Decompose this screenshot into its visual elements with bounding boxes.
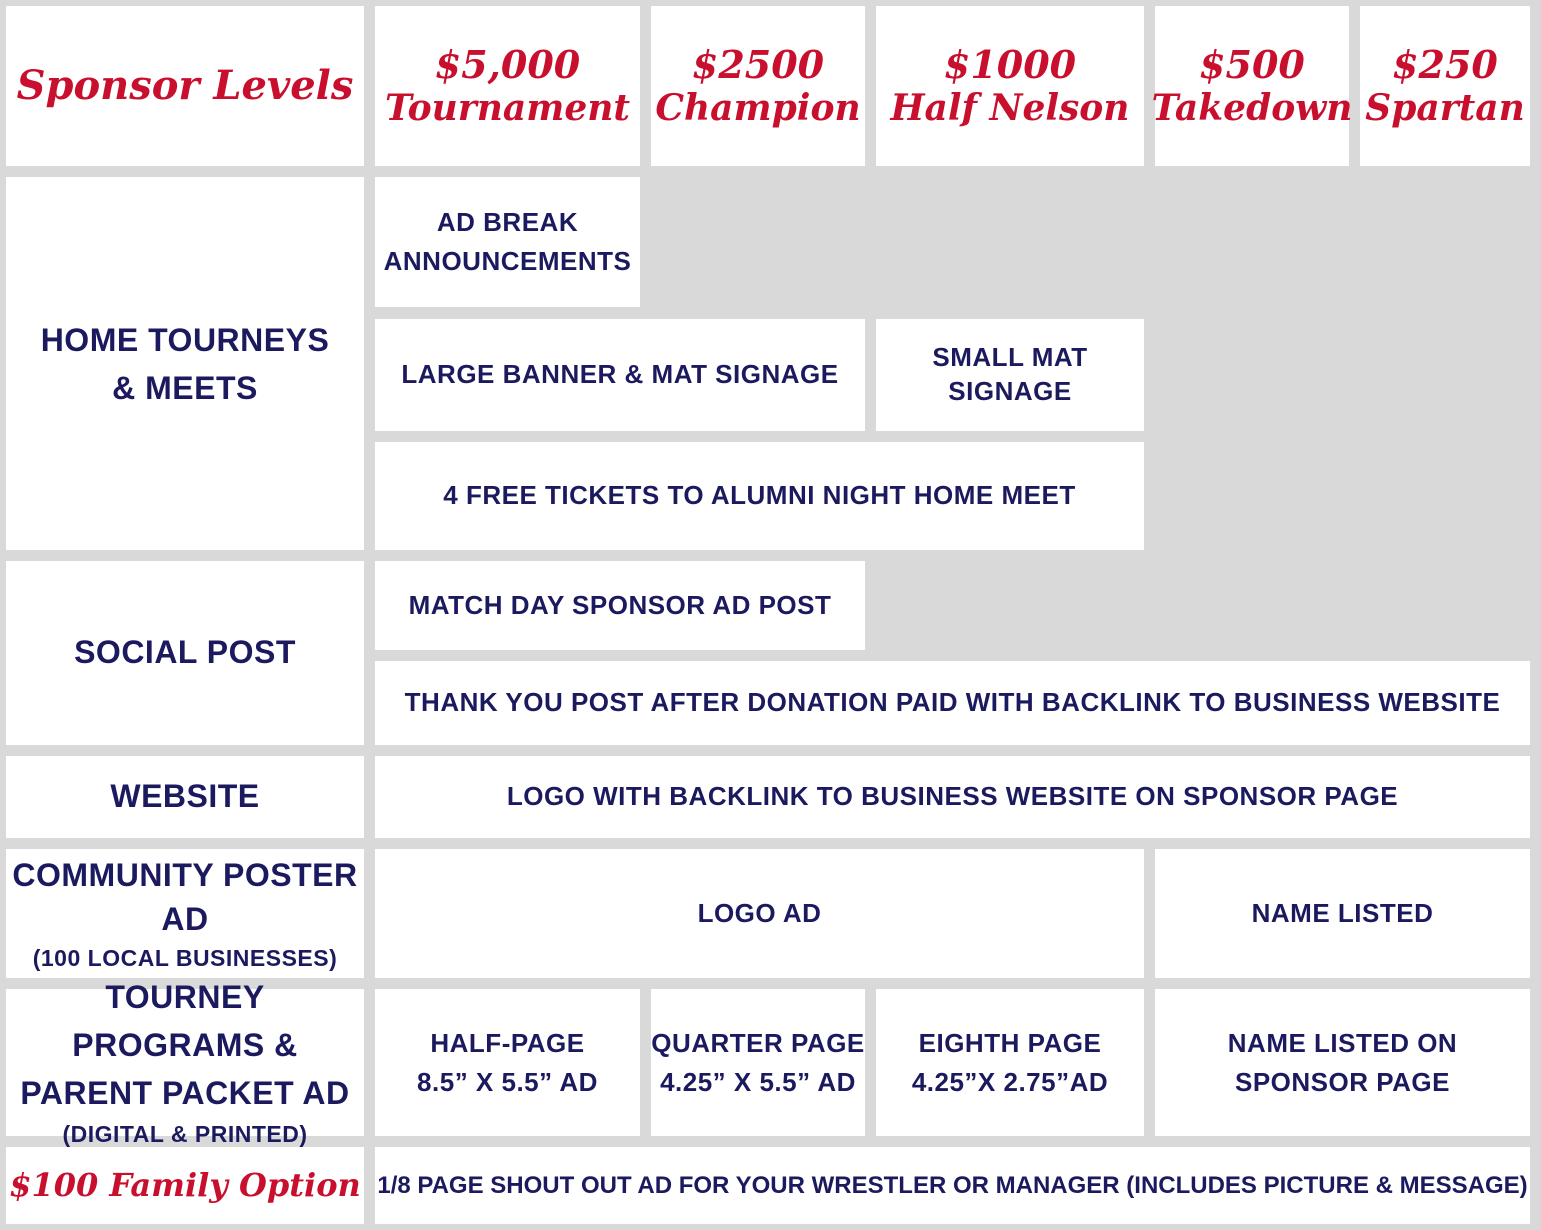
benefit-text: 4.25”X 2.75”AD — [911, 1066, 1109, 1097]
benefit-text: NAME LISTED — [1251, 897, 1434, 928]
level-amount: $5,000 — [434, 41, 581, 87]
family-option-description-cell — [375, 1147, 1530, 1224]
half-page-cell — [375, 989, 640, 1136]
row-label: & MEETS — [112, 369, 258, 406]
level-name: Spartan — [1365, 87, 1525, 130]
logo-backlink-cell — [375, 756, 1530, 838]
page-title: Sponsor Levels — [16, 62, 354, 109]
benefit-text: 4.25” X 5.5” AD — [660, 1066, 856, 1097]
level-tournament-cell — [375, 6, 640, 166]
tourney-programs-label-cell — [6, 979, 364, 1148]
website-label-cell — [6, 756, 364, 838]
family-option-label-cell — [6, 1147, 364, 1224]
logo-ad-cell — [375, 849, 1144, 978]
benefit-text: SMALL MAT SIGNAGE — [932, 342, 1088, 406]
benefit-text: LOGO AD — [697, 897, 822, 928]
level-champion-cell — [651, 6, 865, 166]
benefit-text: LOGO WITH BACKLINK TO BUSINESS WEBSITE ON SPONSOR PAGE — [506, 781, 1399, 812]
benefit-text: ANNOUNCEMENTS — [383, 246, 632, 276]
community-poster-label-cell — [6, 849, 364, 978]
header-title-cell — [6, 6, 364, 166]
benefit-text: 8.5” X 5.5” AD — [417, 1066, 598, 1097]
benefit-text: 1/8 PAGE SHOUT OUT AD FOR YOUR WRESTLER OR MANAGER (INCLUDES PICTURE & MESSAGE) — [377, 1171, 1528, 1199]
benefit-text: EIGHTH PAGE — [918, 1027, 1102, 1058]
benefit-text: MATCH DAY SPONSOR AD POST — [408, 589, 832, 620]
level-name: Champion — [655, 87, 861, 130]
home-tourneys-label-cell — [6, 177, 364, 550]
row-label: HOME TOURNEYS — [40, 321, 330, 358]
free-tickets-cell — [375, 442, 1144, 550]
level-amount: $250 — [1392, 41, 1498, 87]
level-name: Half Nelson — [890, 87, 1130, 130]
level-half-nelson-cell — [876, 6, 1144, 166]
level-amount: $500 — [1199, 41, 1305, 87]
family-option-title: $100 Family Option — [9, 1166, 361, 1205]
benefit-text: HALF-PAGE — [430, 1027, 585, 1058]
social-post-label-cell — [6, 561, 364, 745]
row-sublabel: (DIGITAL & PRINTED) — [62, 1121, 308, 1148]
benefit-text: LARGE BANNER & MAT SIGNAGE — [401, 359, 839, 390]
benefit-text: SPONSOR PAGE — [1234, 1066, 1450, 1097]
benefit-text: QUARTER PAGE — [651, 1027, 865, 1058]
benefit-text: AD BREAK — [436, 207, 579, 237]
name-listed-sponsor-page-cell — [1155, 989, 1530, 1136]
row-label: SOCIAL POST — [74, 634, 296, 671]
row-sublabel: (100 LOCAL BUSINESSES) — [32, 945, 338, 972]
benefit-text: THANK YOU POST AFTER DONATION PAID WITH BACKLINK TO BUSINESS WEBSITE — [404, 687, 1501, 718]
name-listed-cell — [1155, 849, 1530, 978]
level-name: Takedown — [1151, 87, 1353, 130]
row-label: COMMUNITY POSTER AD — [12, 856, 358, 938]
small-mat-cell — [876, 319, 1144, 431]
row-label: TOURNEY PROGRAMS & — [72, 979, 298, 1064]
level-takedown-cell — [1151, 6, 1353, 166]
benefit-text: NAME LISTED ON — [1227, 1027, 1458, 1058]
level-amount: $2500 — [691, 41, 825, 87]
level-amount: $1000 — [943, 41, 1077, 87]
thank-you-post-cell — [375, 661, 1530, 745]
row-label: PARENT PACKET AD — [20, 1075, 350, 1112]
large-banner-cell — [375, 319, 865, 431]
level-name: Tournament — [384, 87, 631, 130]
match-day-cell — [375, 561, 865, 650]
ad-break-cell — [375, 177, 640, 307]
benefit-text: 4 FREE TICKETS TO ALUMNI NIGHT HOME MEET — [443, 480, 1076, 511]
quarter-page-cell — [651, 989, 865, 1136]
eighth-page-cell — [876, 989, 1144, 1136]
level-spartan-cell — [1360, 6, 1530, 166]
row-label: WEBSITE — [110, 778, 260, 815]
